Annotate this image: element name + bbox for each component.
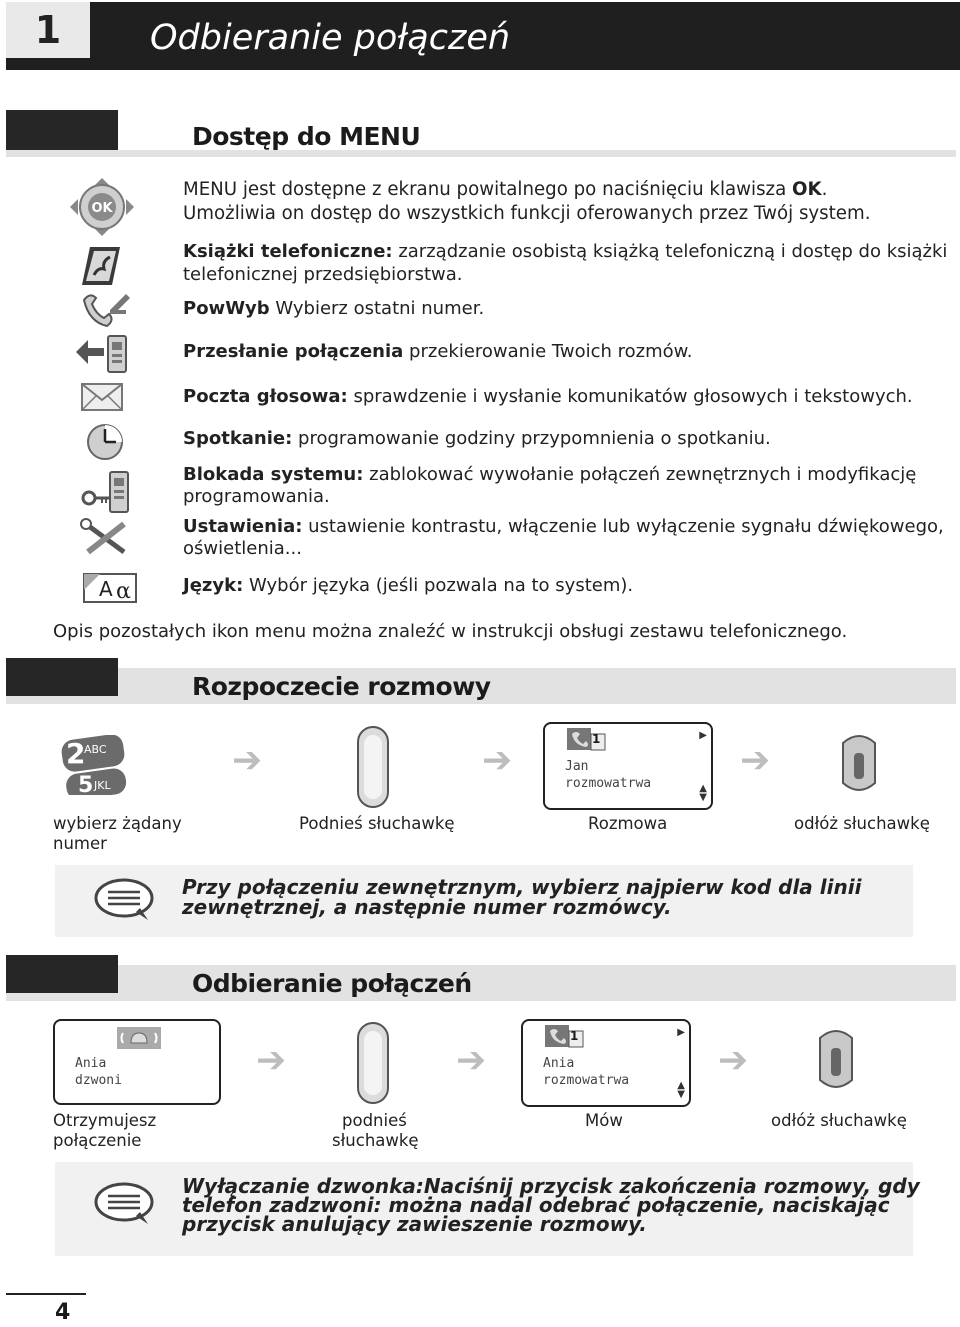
line-phone-icon bbox=[545, 1025, 585, 1049]
chapter-bar-underline bbox=[6, 58, 90, 70]
caption-dial: wybierz żądany bbox=[53, 814, 182, 833]
key-2: 2 bbox=[66, 737, 86, 770]
note-icon bbox=[92, 1180, 156, 1226]
section-bar bbox=[6, 965, 956, 1001]
call-forward-icon bbox=[74, 334, 130, 374]
note-line: przycisk anulujący zawieszenie rozmowy. bbox=[182, 1212, 647, 1236]
section-title-answer: Odbieranie połączeń bbox=[192, 969, 472, 998]
menu-intro-line1: MENU jest dostępne z ekranu powitalnego po naciśnięciu klawisza OK. bbox=[183, 179, 828, 200]
key-5: 5 bbox=[78, 773, 94, 798]
scroll-updown-icon: ▲ ▼ bbox=[677, 1080, 685, 1100]
menu-item-system-lock-cont: programowania. bbox=[183, 486, 330, 507]
call-status: dzwoni bbox=[75, 1073, 122, 1088]
handset-hangup-icon bbox=[818, 1028, 854, 1092]
caption-pickup: Podnieś słuchawkę bbox=[299, 814, 455, 833]
call-status: rozmowatrwa bbox=[543, 1073, 630, 1088]
line-number: 1 bbox=[592, 732, 601, 746]
arrow-right-icon: ➔ bbox=[232, 740, 263, 781]
key-2-letters: ABC bbox=[84, 743, 107, 756]
caption-dial-cont: numer bbox=[53, 834, 107, 853]
language-icon bbox=[82, 572, 138, 604]
section-marker bbox=[6, 658, 118, 696]
section-marker bbox=[6, 955, 118, 993]
arrow-right-icon: ➔ bbox=[740, 740, 771, 781]
section-title-call: Rozpoczecie rozmowy bbox=[192, 672, 491, 701]
keypad-image bbox=[58, 735, 128, 798]
ok-navigator-icon bbox=[70, 178, 134, 236]
envelope-icon bbox=[80, 382, 124, 412]
menu-item-phonebook[interactable]: Książki telefoniczne: zarządzanie osobistą książką telefoniczną i dostęp do książki bbox=[183, 241, 948, 262]
caption-talk: Mów bbox=[585, 1111, 623, 1130]
menu-intro-line2: Umożliwia on dostęp do wszystkich funkcji oferowanych przez Twój system. bbox=[183, 203, 871, 224]
caller-name: Jan bbox=[565, 759, 589, 774]
note-icon bbox=[92, 876, 156, 922]
chapter-number: 1 bbox=[34, 8, 62, 52]
caption-incoming: Otrzymujesz bbox=[53, 1111, 157, 1130]
caller-name: Ania bbox=[543, 1056, 575, 1071]
caption-hangup: odłóż słuchawkę bbox=[794, 814, 930, 833]
arrow-right-icon: ➔ bbox=[718, 1040, 749, 1081]
handset-hangup-icon bbox=[841, 733, 877, 795]
caption-hangup: odłóż słuchawkę bbox=[771, 1111, 907, 1130]
call-status: rozmowatrwa bbox=[565, 776, 652, 791]
line-phone-icon bbox=[567, 728, 607, 752]
section-marker bbox=[6, 110, 118, 150]
caller-name: Ania bbox=[75, 1056, 107, 1071]
svg-text:A: A bbox=[99, 577, 113, 601]
scroll-right-icon: ▶ bbox=[699, 730, 707, 741]
svg-text:α: α bbox=[116, 579, 131, 604]
tools-icon bbox=[80, 518, 130, 558]
menu-item-language[interactable]: Język: Wybór języka (jeśli pozwala na to system). bbox=[183, 575, 634, 596]
line-number: 1 bbox=[570, 1029, 579, 1043]
key-lock-icon bbox=[80, 470, 132, 514]
page-number: 4 bbox=[55, 1300, 71, 1325]
page-rule bbox=[6, 1293, 86, 1295]
caption-talk: Rozmowa bbox=[588, 814, 668, 833]
menu-footer-note: Opis pozostałych ikon menu można znaleźć w instrukcji obsługi zestawu telefonicznego. bbox=[53, 621, 848, 642]
menu-item-settings[interactable]: Ustawienia: ustawienie kontrastu, włączenie lub wyłączenie sygnału dźwiękowego, bbox=[183, 516, 944, 537]
menu-item-call-forward[interactable]: Przesłanie połączenia przekierowanie Twoich rozmów. bbox=[183, 341, 693, 362]
phonebook-icon bbox=[80, 245, 124, 287]
ringing-phone-icon bbox=[117, 1027, 161, 1051]
note-line: telefon zadzwoni: można nadal odebrać połączenie, naciskając bbox=[182, 1193, 890, 1217]
menu-item-redial[interactable]: PowWyb Wybierz ostatni numer. bbox=[183, 298, 485, 319]
section-bar bbox=[6, 150, 956, 157]
handset-icon bbox=[356, 1021, 390, 1105]
menu-item-settings-cont: oświetlenia... bbox=[183, 538, 302, 559]
phone-screen bbox=[543, 722, 713, 810]
chapter-title: Odbieranie połączeń bbox=[150, 18, 511, 58]
arrow-right-icon: ➔ bbox=[456, 1040, 487, 1081]
note-line: Przy połączeniu zewnętrznym, wybierz najpierw kod dla linii bbox=[182, 875, 862, 899]
key-5-letters: JKL bbox=[94, 779, 111, 792]
scroll-updown-icon: ▲ ▼ bbox=[699, 783, 707, 803]
note-line: zewnętrznej, a następnie numer rozmówcy. bbox=[182, 895, 672, 919]
caption-pickup-cont: słuchawkę bbox=[332, 1131, 419, 1150]
arrow-right-icon: ➔ bbox=[482, 740, 513, 781]
note-line: Wyłączanie dzwonka:Naciśnij przycisk zakończenia rozmowy, gdy bbox=[182, 1174, 920, 1198]
svg-text:OK: OK bbox=[91, 201, 113, 216]
scroll-right-icon: ▶ bbox=[677, 1027, 685, 1038]
phone-screen bbox=[521, 1019, 691, 1107]
caption-incoming-cont: połączenie bbox=[53, 1131, 142, 1150]
section-title-menu: Dostęp do MENU bbox=[192, 122, 421, 151]
menu-item-phonebook-cont: telefonicznej przedsiębiorstwa. bbox=[183, 264, 463, 285]
menu-item-appointment[interactable]: Spotkanie: programowanie godziny przypomnienia o spotkaniu. bbox=[183, 428, 771, 449]
menu-item-system-lock[interactable]: Blokada systemu: zablokować wywołanie połączeń zewnętrznych i modyfikację bbox=[183, 464, 917, 485]
handset-icon bbox=[356, 725, 390, 809]
arrow-right-icon: ➔ bbox=[256, 1040, 287, 1081]
menu-item-voicemail[interactable]: Poczta głosowa: sprawdzenie i wysłanie komunikatów głosowych i tekstowych. bbox=[183, 386, 913, 407]
phone-screen-ringing bbox=[53, 1019, 221, 1105]
redial-icon bbox=[80, 290, 132, 330]
clock-icon bbox=[85, 422, 125, 462]
caption-pickup: podnieś bbox=[342, 1111, 407, 1130]
